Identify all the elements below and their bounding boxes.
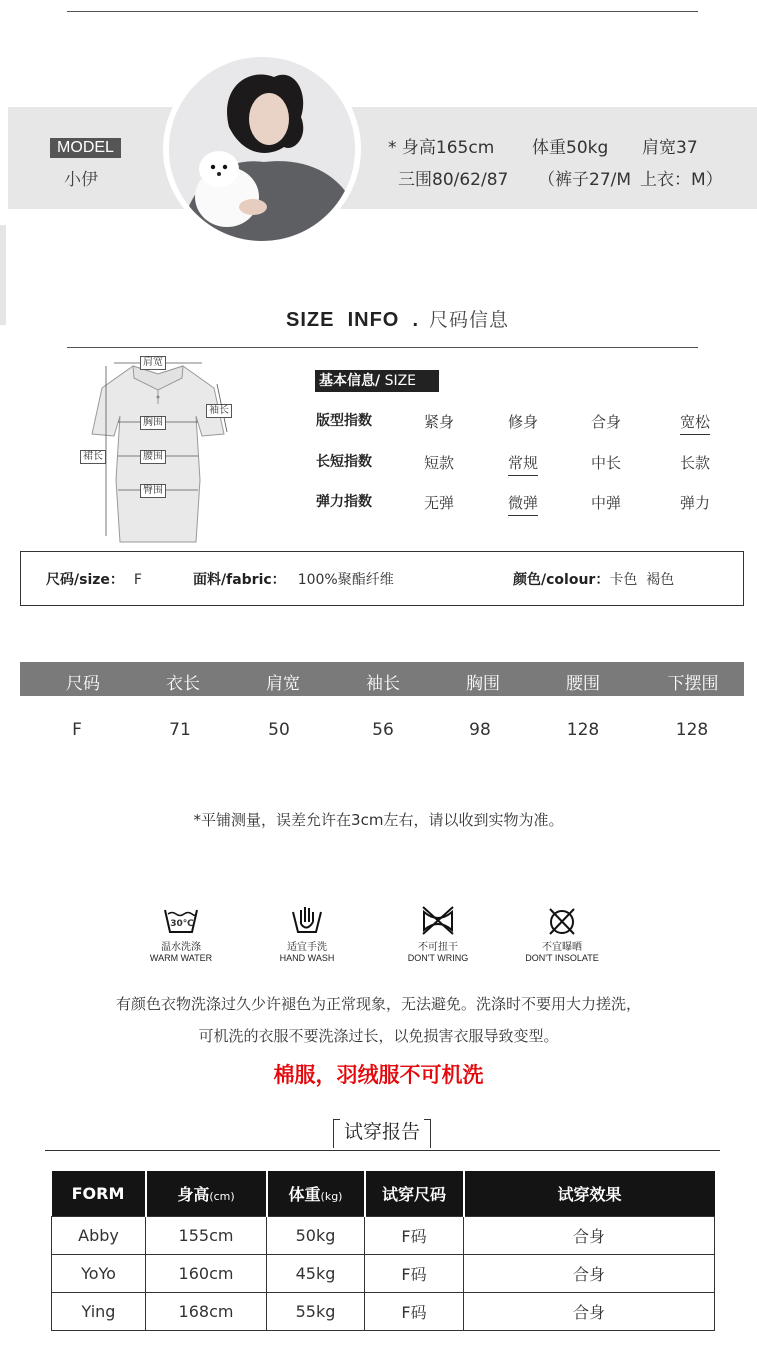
fabric-info-box <box>20 551 744 606</box>
measure-header: 腰围 <box>566 674 600 694</box>
diagram-label-chest: 胸围 <box>140 416 166 430</box>
basic-info-row-label: 弹力指数 <box>316 494 372 510</box>
machine-wash-warning: 棉服，羽绒服不可机洗 <box>273 1063 484 1087</box>
trial-name: YoYo <box>52 1254 146 1292</box>
basic-info-option-selected: 宽松 <box>680 411 710 435</box>
basic-info-tag-rest: SIZE <box>380 373 417 389</box>
size-label: 尺码/size： <box>46 572 124 588</box>
care-label-cn: 不可扭干 <box>418 942 458 953</box>
model-pants: （裤子27/M <box>538 170 632 190</box>
trial-header-height <box>146 1171 267 1216</box>
basic-info-row-label: 版型指数 <box>316 413 372 429</box>
care-warm-water <box>146 904 216 963</box>
model-bust: 三围80/62/87 <box>398 170 509 190</box>
dress-diagram <box>78 352 238 544</box>
hand-wash-icon <box>272 904 342 938</box>
basic-info-tag <box>315 370 439 392</box>
wash-text-line-1: 有颜色衣物洗涤过久少许褪色为正常现象，无法避免。洗涤时不要用大力搓洗， <box>115 995 641 1013</box>
trial-effect: 合身 <box>464 1292 715 1330</box>
care-label-cn: 不宜曝晒 <box>542 942 582 953</box>
trial-header-size: 试穿尺码 <box>365 1171 464 1216</box>
measure-cell: 50 <box>268 720 290 740</box>
trial-effect: 合身 <box>464 1216 715 1254</box>
care-label-en: WARM WATER <box>149 953 213 963</box>
trial-report-title: 试穿报告 <box>333 1117 431 1149</box>
care-label-en: DON'T WRING <box>407 953 469 963</box>
weight-header-unit: (kg) <box>320 1189 343 1203</box>
basic-info-option: 无弹 <box>424 494 455 512</box>
measure-table-header <box>20 662 744 696</box>
trial-name: Abby <box>52 1216 146 1254</box>
model-weight: 体重50kg <box>532 138 609 158</box>
top-divider <box>67 11 698 12</box>
basic-info-option: 长款 <box>680 454 711 472</box>
trial-size: F码 <box>365 1292 464 1330</box>
model-name: 小伊 <box>64 170 98 190</box>
weight-header-label: 体重 <box>288 1184 321 1204</box>
trial-weight: 45kg <box>267 1254 365 1292</box>
trial-header-row <box>52 1171 715 1216</box>
basic-info-option: 修身 <box>508 413 539 431</box>
diagram-label-shoulder: 肩宽 <box>140 356 166 370</box>
measure-header: 胸围 <box>466 674 500 694</box>
basic-info-option-selected: 常规 <box>508 452 538 476</box>
measure-header: 衣长 <box>166 674 200 694</box>
trial-height: 168cm <box>146 1292 267 1330</box>
measure-header: 下摆围 <box>667 674 719 694</box>
diagram-label-length: 裙长 <box>80 450 106 464</box>
table-row <box>52 1292 715 1330</box>
measure-cell: 56 <box>372 720 394 740</box>
size-info-title-en: SIZE INFO . <box>286 309 420 331</box>
basic-info-option-selected: 微弹 <box>508 492 538 516</box>
trial-height: 160cm <box>146 1254 267 1292</box>
basic-info-option: 中弹 <box>591 494 622 512</box>
trial-header-form: FORM <box>52 1171 146 1216</box>
fabric-material <box>193 569 394 589</box>
trial-size: F码 <box>365 1254 464 1292</box>
height-header-unit: (cm) <box>209 1189 235 1203</box>
care-label-cn: 温水洗涤 <box>161 942 201 953</box>
trial-header-weight <box>267 1171 365 1216</box>
trial-name: Ying <box>52 1292 146 1330</box>
model-avatar <box>169 57 355 241</box>
trial-header-effect: 试穿效果 <box>464 1171 715 1216</box>
measure-header: 肩宽 <box>266 674 300 694</box>
model-top-size: 上衣：M） <box>640 170 723 190</box>
trial-weight: 55kg <box>267 1292 365 1330</box>
diagram-label-hip: 臀围 <box>140 484 166 498</box>
basic-info-option: 合身 <box>591 413 622 431</box>
fabric-colour <box>513 569 674 589</box>
measure-cell: 71 <box>169 720 191 740</box>
fabric-label: 面料/fabric： <box>193 572 286 588</box>
measure-header: 袖长 <box>366 674 400 694</box>
care-label-en: DON'T INSOLATE <box>525 953 599 963</box>
measurement-note: *平铺测量，误差允许在3cm左右，请以收到实物为准。 <box>193 811 564 829</box>
measure-cell: 128 <box>566 720 600 740</box>
trial-height: 155cm <box>146 1216 267 1254</box>
diagram-label-waist: 腰围 <box>140 450 166 464</box>
trial-size: F码 <box>365 1216 464 1254</box>
measure-cell: F <box>72 720 82 740</box>
diagram-label-sleeve: 袖长 <box>206 404 232 418</box>
model-height: * 身高165cm <box>388 138 495 158</box>
trial-report-table <box>51 1171 715 1331</box>
fabric-size <box>46 569 142 589</box>
care-hand-wash <box>272 904 342 963</box>
trial-effect: 合身 <box>464 1254 715 1292</box>
basic-info-tag-bold: 基本信息/ <box>319 373 381 389</box>
no-insolate-icon <box>516 904 608 938</box>
basic-info-option: 弹力 <box>680 494 711 512</box>
model-shoulder: 肩宽37 <box>642 138 698 158</box>
table-row <box>52 1216 715 1254</box>
size-info-divider <box>67 347 698 348</box>
care-label-en: HAND WASH <box>279 953 335 963</box>
left-edge-bar <box>0 225 6 325</box>
height-header-label: 身高 <box>177 1184 210 1204</box>
basic-info-option: 紧身 <box>424 413 455 431</box>
fabric-value: 100%聚酯纤维 <box>297 572 394 588</box>
basic-info-row-label: 长短指数 <box>316 454 372 470</box>
trial-weight: 50kg <box>267 1216 365 1254</box>
size-info-title-cn: 尺码信息 <box>429 309 510 331</box>
basic-info-option: 中长 <box>591 454 622 472</box>
colour-label: 颜色/colour： <box>513 572 610 588</box>
table-row <box>52 1254 715 1292</box>
measure-header: 尺码 <box>66 674 100 694</box>
size-value: F <box>133 572 142 588</box>
model-band <box>8 107 757 209</box>
care-no-wring <box>398 904 478 963</box>
care-label-cn: 适宜手洗 <box>287 942 327 953</box>
model-tag: MODEL <box>50 138 121 158</box>
colour-value: 卡色 褐色 <box>609 572 675 588</box>
trial-report-divider <box>45 1150 720 1151</box>
wash-text-line-2: 可机洗的衣服不要洗涤过长，以免损害衣服导致变型。 <box>198 1027 559 1045</box>
size-info-heading <box>286 305 509 332</box>
basic-info-option: 短款 <box>424 454 455 472</box>
warm-water-badge: 30℃ <box>170 919 194 929</box>
care-no-insolate <box>516 904 608 963</box>
measure-cell: 128 <box>675 720 709 740</box>
no-wring-icon <box>398 904 478 938</box>
measure-cell: 98 <box>469 720 491 740</box>
